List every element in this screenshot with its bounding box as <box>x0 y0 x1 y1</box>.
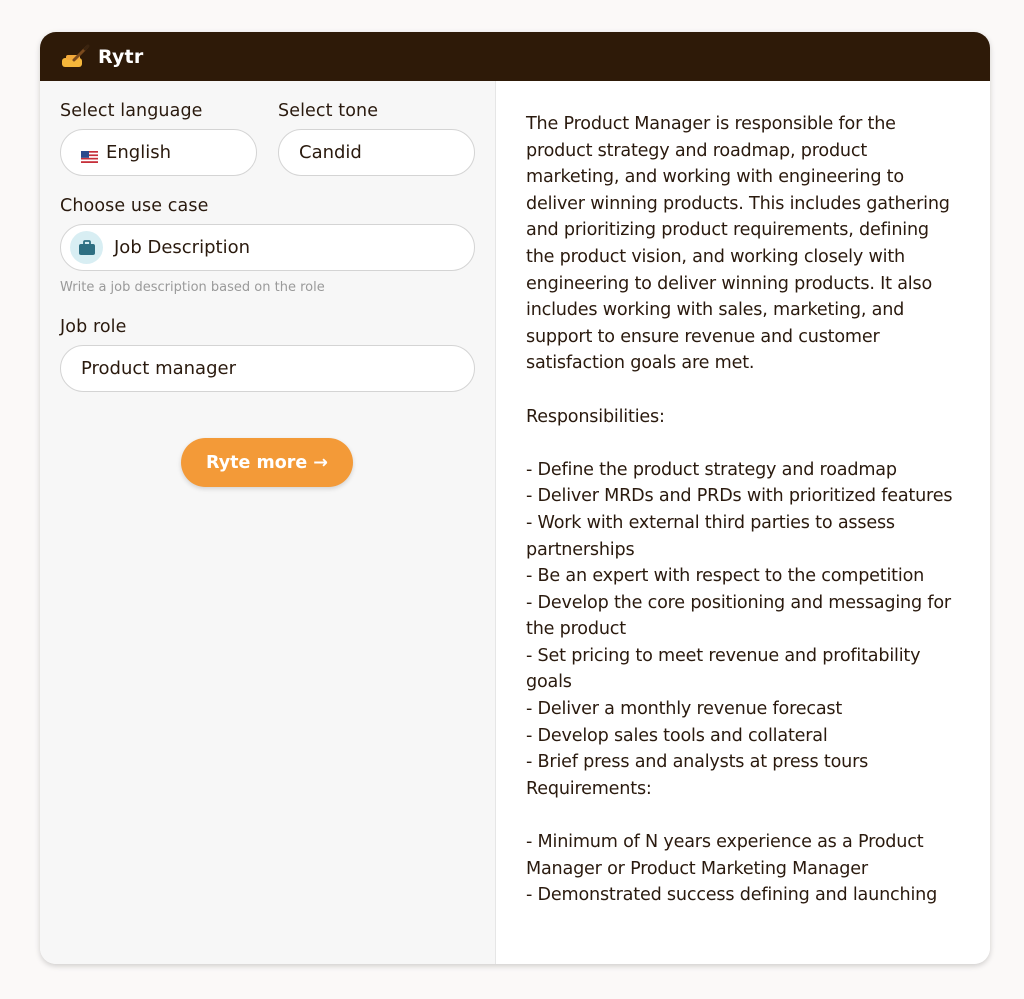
tone-value: Candid <box>299 142 362 163</box>
use-case-hint: Write a job description based on the role <box>60 280 325 295</box>
title-bar <box>40 32 990 81</box>
generated-text[interactable]: The Product Manager is responsible for the product strategy and roadmap, product marketing, and working with engineering to deliver winning products. This includes gathering and prioritizing product requirements, defining the product vision, and working closely with engineering to deliver winning products. It also includes working with sales, marketing, and support to ensure revenue and customer satisfaction goals are met. Responsibilities: - Define the product strategy and roadmap - Deliver MRDs and PRDs with prioritized features - Work with external third parties to assess partnerships - Be an expert with respect to the competition - Develop the core positioning and messaging for the product - Set pricing to meet revenue and profitability goals - Deliver a monthly revenue forecast - Develop sales tools and collateral - Brief press and analysts at press tours Requirements: - Minimum of N years experience as a Product Manager or Product Marketing Manager - Demonstrated success defining and launching <box>526 114 953 906</box>
tone-label: Select tone <box>278 101 379 121</box>
briefcase-icon <box>70 231 103 264</box>
ryte-more-button[interactable] <box>181 438 353 487</box>
job-role-input[interactable] <box>60 345 475 392</box>
use-case-label: Choose use case <box>60 196 209 216</box>
language-select[interactable] <box>60 129 257 176</box>
app-name: Rytr <box>98 45 144 68</box>
language-label: Select language <box>60 101 203 121</box>
app-window <box>40 32 990 964</box>
us-flag-icon <box>81 147 98 159</box>
output-panel[interactable] <box>496 81 990 964</box>
use-case-value: Job Description <box>114 237 250 258</box>
writing-hand-icon <box>60 44 90 70</box>
job-role-value: Product manager <box>81 358 236 379</box>
job-role-label: Job role <box>60 317 127 337</box>
input-panel <box>40 81 496 964</box>
use-case-select[interactable] <box>60 224 475 271</box>
language-value: English <box>106 142 171 163</box>
tone-select[interactable] <box>278 129 475 176</box>
ryte-more-label: Ryte more → <box>206 452 328 473</box>
